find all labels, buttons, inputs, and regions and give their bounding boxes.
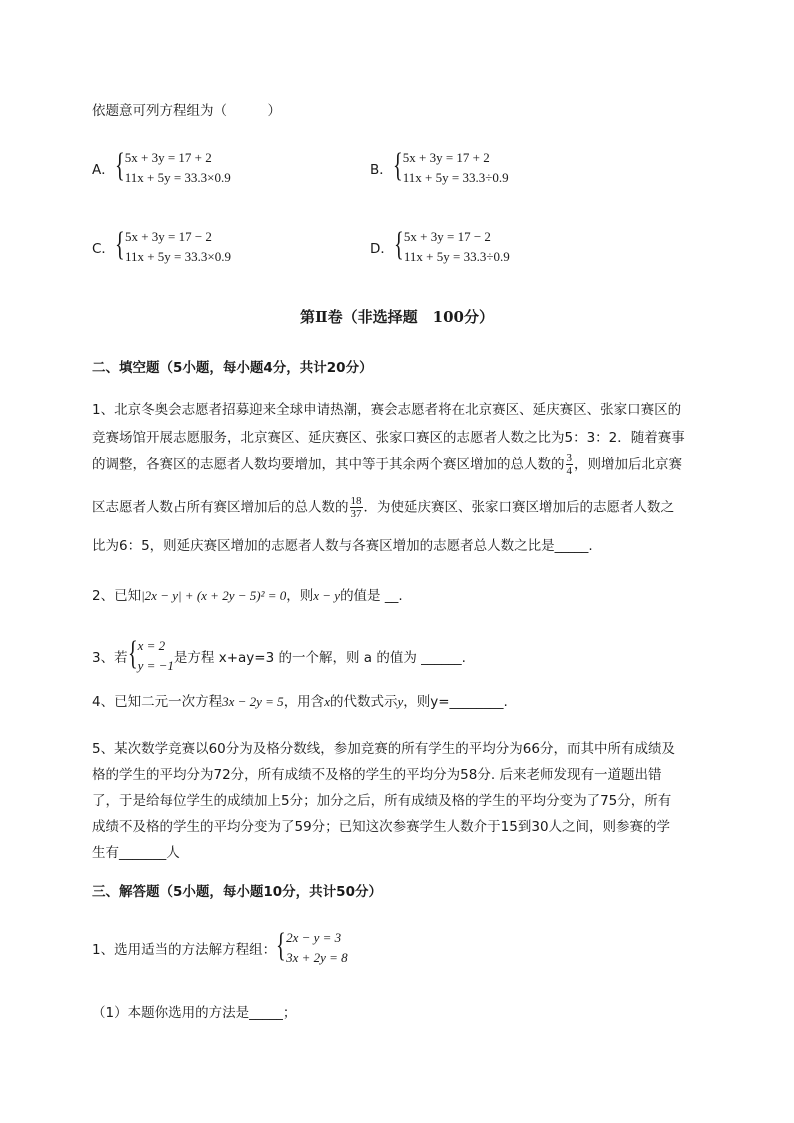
answer-question-1: 1、选用适当的方法解方程组： { 2x − y = 3 3x + 2y = 8 [92, 928, 348, 968]
answer-question-1-part-1: （1）本题你选用的方法是_____； [92, 1005, 297, 1021]
q1-line-3: 的调整，各赛区的志愿者人数均要增加，其中等于其余两个赛区增加的总人数的 $\frac{3}{4}$ ，则增加后北京赛 [92, 452, 682, 477]
question-2: 2、已知|2x − y| + (x + 2y − 5)² = 0，则x − y的值是 __. [92, 588, 403, 604]
option-label: A． [92, 162, 115, 178]
option-d[interactable] [370, 227, 510, 267]
q5-line-2: 格的学生的平均分为72分，所有成绩不及格的学生的平均分为58分. 后来老师发现有一道题出错 [92, 767, 662, 783]
q1-line-1: 1、北京冬奥会志愿者招募迎来全球申请热潮，赛会志愿者将在北京赛区、延庆赛区、张家口赛区的 [92, 402, 682, 418]
q5-line-3: 了，于是给每位学生的成绩加上5分；加分之后，所有成绩及格的学生的平均分变为了75分，所有 [92, 793, 672, 809]
option-label: C． [92, 241, 115, 257]
equation-system: { 5x + 3y = 17 − 2 11x + 5y = 33.3÷0.9 [393, 226, 510, 264]
question-intro: 依题意可列方程组为（ ） [92, 103, 281, 119]
equation-system: { 5x + 3y = 17 + 2 11x + 5y = 33.3÷0.9 [392, 147, 509, 185]
q1-line-2: 竞赛场馆开展志愿服务，北京赛区、延庆赛区、张家口赛区的志愿者人数之比为5：3：2．随着赛事 [92, 430, 685, 446]
fraction: $\frac{3}{4}$ [566, 452, 572, 477]
math-expression: |2x − y| + (x + 2y − 5)² = 0 [141, 588, 287, 603]
q1-line-5: 比为6：5，则延庆赛区增加的志愿者人数与各赛区增加的志愿者总人数之比是_____. [92, 538, 593, 554]
equation-system: { 5x + 3y = 17 + 2 11x + 5y = 33.3×0.9 [114, 147, 231, 185]
q5-line-4: 成绩不及格的学生的平均分变为了59分；已知这次参赛学生人数介于15到30人之间，则参赛的学 [92, 819, 671, 835]
fraction: $\frac{18}{37}$ [350, 495, 362, 520]
option-c[interactable] [92, 227, 231, 267]
equation-system: { 5x + 3y = 17 − 2 11x + 5y = 33.3×0.9 [114, 226, 231, 264]
q5-line-1: 5、某次数学竞赛以60分为及格分数线，参加竞赛的所有学生的平均分为66分，而其中所有成绩及 [92, 741, 675, 757]
equation-system: { 2x − y = 3 3x + 2y = 8 [276, 927, 348, 965]
option-label: B． [370, 162, 393, 178]
math-expression: 3x − 2y = 5 [222, 694, 284, 709]
equation-system: { x = 2 y = −1 [127, 635, 174, 673]
q5-line-5: 生有_______人 [92, 845, 180, 861]
section-heading-answer: 三、解答题（5小题，每小题10分，共计50分） [92, 884, 382, 900]
section-heading-fill: 二、填空题（5小题，每小题4分，共计20分） [92, 360, 373, 376]
question-3: 3、若 { x = 2 y = −1 是方程 x+ay=3 的一个解，则 a 的值为 ______. [92, 636, 466, 676]
question-4: 4、已知二元一次方程3x − 2y = 5，用含x的代数式示y，则y=________. [92, 694, 508, 710]
option-a[interactable] [92, 148, 231, 188]
option-label: D． [370, 241, 394, 257]
q1-line-4: 区志愿者人数占所有赛区增加后的总人数的 $\frac{18}{37}$ ．为使延庆赛区、张家口赛区增加后的志愿者人数之 [92, 495, 674, 520]
part-title: 第Ⅱ卷（非选择题 100分） [300, 308, 494, 326]
option-b[interactable] [370, 148, 509, 188]
